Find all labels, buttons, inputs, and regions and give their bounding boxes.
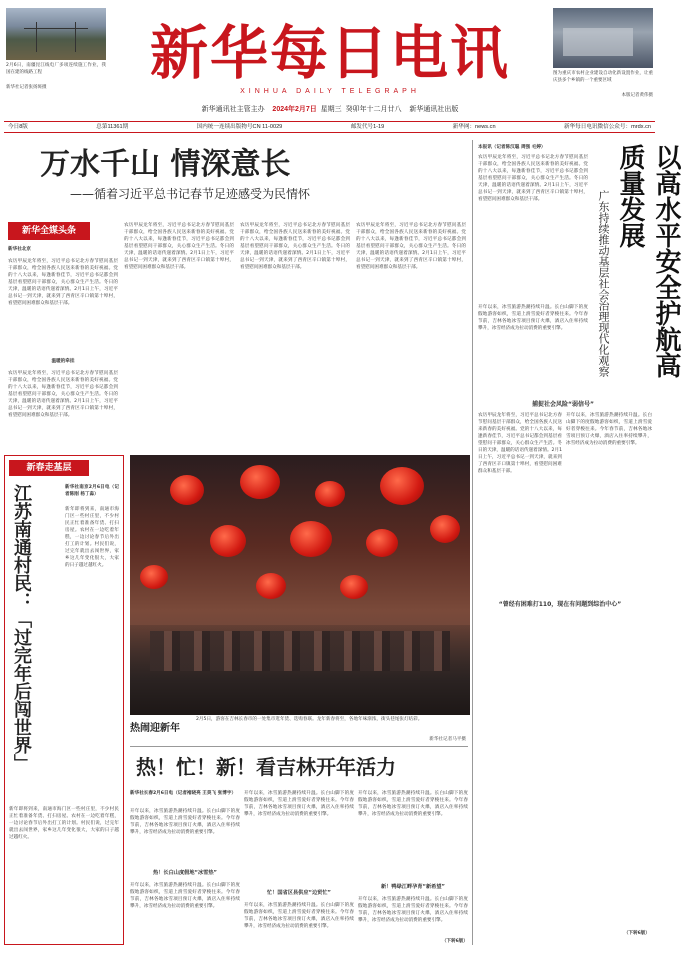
masthead-right-caption-credit: 本版记者黄伟摄 — [621, 93, 653, 98]
jilin-continue: （下转6版） — [441, 939, 468, 944]
lead-byline: 新华社北京 — [8, 247, 31, 252]
lead-body-col2: 农历甲辰龙年将至，习近平总书记北方春节慰问基层干部群众，给全国各族人民送来新春的美好祝福。党的十八大以来，每逢新春佳节，习近平总书记都会到基层看望慰问干部群众，关心群众生产生活。冬日的天津，温暖的话语传递着深情。2月1日上午，习近平总书记一到天津，就来到了西青区辛口镇第十埠村，看望慰问困难群众和基层干部。 — [124, 223, 234, 270]
lead-body-col1: 农历甲辰龙年将至，习近平总书记北方春节慰问基层干部群众，给全国各族人民送来新春的美好祝福。党的十八大以来，每逢新春佳节，习近平总书记都会到基层看望慰问干部群众，关心群众生产生活。冬日的天津，温暖的话语传递着深情。2月1日上午，习近平总书记一到天津，就来到了西青区辛口镇第十埠村，看望慰问困难群众和基层干部。 — [8, 259, 118, 306]
jilin-body-col1a: 开年以来，冰雪旅游热潮持续升温。长白山脚下的度假地游客如织，雪道上滑雪爱好者穿梭往来。今年春节前，吉林各地冰雪项目预订火爆，酒店入住率持续攀升，冰雪经济成为拉动消费的重要引擎。 — [130, 809, 240, 835]
lantern-icon — [210, 525, 246, 557]
lantern-icon — [430, 515, 460, 543]
masthead-left-caption: 2月6日，南疆昆江线电厂多项连续施工作业，我国在建的线路工程 — [6, 63, 106, 75]
jilin-sub1: 热！长白山度假地“冰雪热” — [153, 870, 217, 876]
masthead-title: 新华每日电讯 — [150, 19, 511, 87]
jilin-body-col1b: 开年以来，冰雪旅游热潮持续升温。长白山脚下的度假地游客如织，雪道上滑雪爱好者穿梭往来。今年春节前，吉林各地冰雪项目预订火爆，酒店入住率持续攀升，冰雪经济成为拉动消费的重要引擎。 — [130, 883, 240, 909]
masthead-subtitle-en: XINHUA DAILY TELEGRAPH — [240, 88, 420, 95]
lantern-icon — [380, 467, 424, 505]
main-photo — [130, 455, 470, 715]
masthead-lunar: 癸卯年十二月廿八 — [345, 106, 402, 113]
right-subhead — [596, 190, 610, 410]
lantern-icon — [240, 465, 280, 499]
info-post: 邮发代号1-19 — [350, 124, 385, 130]
right-headline — [612, 144, 681, 394]
jilin-body-col3a: 开年以来，冰雪旅游热潮持续升温。长白山脚下的度假地游客如织，雪道上滑雪爱好者穿梭往来。今年春节前，吉林各地冰雪项目预订火爆，酒店入住率持续攀升，冰雪经济成为拉动消费的重要引擎。 — [358, 791, 468, 817]
photo-caption: 2月5日，游客在吉林长春市的一处集市逛年货、选购春联。龙年新春将至，各地年味渐浓，街头巷尾张灯结彩。 — [196, 717, 423, 722]
right-body-a: 农历甲辰龙年将至，习近平总书记北方春节慰问基层干部群众，给全国各族人民送来新春的美好祝福。党的十八大以来，每逢新春佳节，习近平总书记都会到基层看望慰问干部群众，关心群众生产生活。冬日的天津，温暖的话语传递着深情。2月1日上午，习近平总书记一到天津，就来到了西青区辛口镇第十埠村，看望慰问困难群众和基层干部。 — [478, 155, 588, 202]
lead-body-col1b: 农历甲辰龙年将至，习近平总书记北方春节慰问基层干部群众，给全国各族人民送来新春的美好祝福。党的十八大以来，每逢新春佳节，习近平总书记都会到基层看望慰问干部群众，关心群众生产生活。冬日的天津，温暖的话语传递着深情。2月1日上午，习近平总书记一到天津，就来到了西青区辛口镇第十埠村，看望慰问困难群众和基层干部。 — [8, 371, 118, 418]
masthead-left-caption-credit: 新华社记者张扬斑摄 — [6, 85, 47, 90]
masthead — [0, 0, 659, 120]
info-edition: 今日8版 — [8, 124, 28, 130]
lantern-icon — [340, 575, 368, 599]
lead-section-title: 温暖的牵挂 — [51, 359, 75, 364]
jilin-sub3: 新！鸭绿江畔孕育“新希望” — [381, 884, 445, 890]
lead-subhead: ——循着习近平总书记春节足迹感受为民情怀 — [70, 187, 311, 201]
divider — [130, 746, 468, 747]
lead-headline: 万水千山 情深意长 — [40, 147, 291, 182]
lead-body-col4: 农历甲辰龙年将至，习近平总书记北方春节慰问基层干部群众，给全国各族人民送来新春的美好祝福。党的十八大以来，每逢新春佳节，习近平总书记都会到基层看望慰问干部群众，关心群众生产生活。冬日的天津，温暖的话语传递着深情。2月1日上午，习近平总书记一到天津，就来到了西青区辛口镇第十埠村，看望慰问困难群众和基层干部。 — [356, 223, 466, 270]
jilin-sub2: 忙！国省区县供应“边贸忙” — [267, 890, 331, 896]
sidebar-body-b: 新年即将到来，南通市海门区一些村庄里，不少村民正忙着准备年货、打扫房屋。农村在一边吃着年糕，一边讨论春节后外出打工的计划。村民们说，过完年就出去闯世界，家乡这几年变化很大，大家的日子越过越红火。 — [9, 807, 119, 840]
info-cn: 国内统一连续出版物号CN 11-0029 — [196, 124, 283, 130]
photo-caption-title: 热闹迎新年 — [130, 723, 180, 734]
divider — [472, 140, 473, 945]
right-body-c: 农历甲辰龙年将至，习近平总书记北方春节慰问基层干部群众，给全国各族人民送来新春的美好祝福。党的十八大以来，每逢新春佳节，习近平总书记都会到基层看望慰问干部群众，关心群众生产生活。冬日的天津，温暖的话语传递着深情。2月1日上午，习近平总书记一到天津，就来到了西青区辛口镇第十埠村，看望慰问困难群众和基层干部。 — [478, 413, 562, 474]
right-body-b: 开年以来，冰雪旅游热潮持续升温。长白山脚下的度假地游客如织，雪道上滑雪爱好者穿梭往来。今年春节前，吉林各地冰雪项目预订火爆，酒店入住率持续攀升，冰雪经济成为拉动消费的重要引擎。 — [478, 305, 588, 331]
info-issue: 总第11361期 — [96, 124, 129, 130]
right-subhead-text: 广东持续推动基层社会治理现代化观察 — [597, 190, 610, 377]
jilin-body-col3b: 开年以来，冰雪旅游热潮持续升温。长白山脚下的度假地游客如织，雪道上滑雪爱好者穿梭往来。今年春节前，吉林各地冰雪项目预订火爆，酒店入住率持续攀升，冰雪经济成为拉动消费的重要引擎。 — [358, 897, 468, 923]
photo-caption-credit: 新华社记者马平摄 — [429, 737, 466, 742]
masthead-dateline — [110, 104, 550, 116]
sidebar-box — [4, 455, 124, 945]
masthead-weekday: 星期三 — [320, 106, 342, 113]
jilin-body-col2b: 开年以来，冰雪旅游热潮持续升温。长白山脚下的度假地游客如织，雪道上滑雪爱好者穿梭往来。今年春节前，吉林各地冰雪项目预订火爆，酒店入住率持续攀升，冰雪经济成为拉动消费的重要引擎。 — [244, 903, 354, 929]
info-bar — [4, 121, 655, 133]
lead-body-col3: 农历甲辰龙年将至，习近平总书记北方春节慰问基层干部群众，给全国各族人民送来新春的美好祝福。党的十八大以来，每逢新春佳节，习近平总书记都会到基层看望慰问干部群众，关心群众生产生活。冬日的天津，温暖的话语传递着深情。2月1日上午，习近平总书记一到天津，就来到了西青区辛口镇第十埠村，看望慰问困难群众和基层干部。 — [240, 223, 350, 270]
lantern-icon — [140, 565, 168, 589]
right-byline: 本报讯（记者陈汉聪 周强 毛婷） — [478, 145, 546, 150]
jilin-byline: 新华社长春2月6日电（记者褚晓亮 王昊飞 张博宇） — [130, 791, 237, 796]
masthead-left-photo — [6, 8, 106, 60]
right-section1: 捕捉社会风险“弱信号” — [532, 401, 594, 408]
sidebar-badge: 新春走基层 — [9, 460, 89, 476]
right-continue: （下转6版） — [623, 931, 650, 936]
lantern-icon — [315, 481, 345, 507]
jilin-headline: 热！忙！新！看吉林开年活力 — [136, 755, 396, 779]
masthead-right-caption: 图为重庆市农村企业建设自动化新设置作业，让重庆县多个乡镇的一个重要区域 — [553, 71, 653, 83]
info-site2[interactable]: 新华每日电讯微信公众号：mrdx.cn — [563, 124, 651, 130]
jilin-body-col2a: 开年以来，冰雪旅游热潮持续升温。长白山脚下的度假地游客如织，雪道上滑雪爱好者穿梭往来。今年春节前，吉林各地冰雪项目预订火爆，酒店入住率持续攀升，冰雪经济成为拉动消费的重要引擎。 — [244, 791, 354, 817]
lantern-icon — [170, 475, 204, 505]
right-headline-text: 以高水平安全护航高质量发展 — [615, 144, 681, 378]
masthead-right-photo — [553, 8, 653, 68]
lantern-icon — [366, 529, 398, 557]
right-section2: “曾经有困难打110，现在有问题到综治中心” — [470, 600, 650, 610]
masthead-date: 2024年2月7日 — [272, 106, 317, 113]
masthead-tagline: 新华通讯社主管主办 — [201, 106, 265, 113]
lantern-icon — [290, 521, 332, 557]
masthead-publisher: 新华通讯社出版 — [409, 106, 459, 113]
info-site[interactable]: 新华网：news.cn — [452, 124, 496, 130]
lead-badge: 新华全媒头条 — [8, 222, 90, 240]
right-body-d: 开年以来，冰雪旅游热潮持续升温。长白山脚下的度假地游客如织，雪道上滑雪爱好者穿梭往来。今年春节前，吉林各地冰雪项目预订火爆，酒店入住率持续攀升，冰雪经济成为拉动消费的重要引擎。 — [566, 413, 652, 446]
lantern-icon — [256, 573, 286, 599]
sidebar-body-a: 新年即将到来，南通市海门区一些村庄里，不少村民正忙着准备年货、打扫房屋。农村在一边吃着年糕，一边讨论春节后外出打工的计划。村民们说，过完年就出去闯世界，家乡这几年变化很大，大家的日子越过越红火。 — [65, 507, 119, 568]
sidebar-byline: 新华社南京2月6日电（记者陈刚 杨丁淼） — [65, 485, 119, 497]
sidebar-headline-text: 江苏南通村民：「过完年后闯世界」 — [11, 484, 32, 772]
